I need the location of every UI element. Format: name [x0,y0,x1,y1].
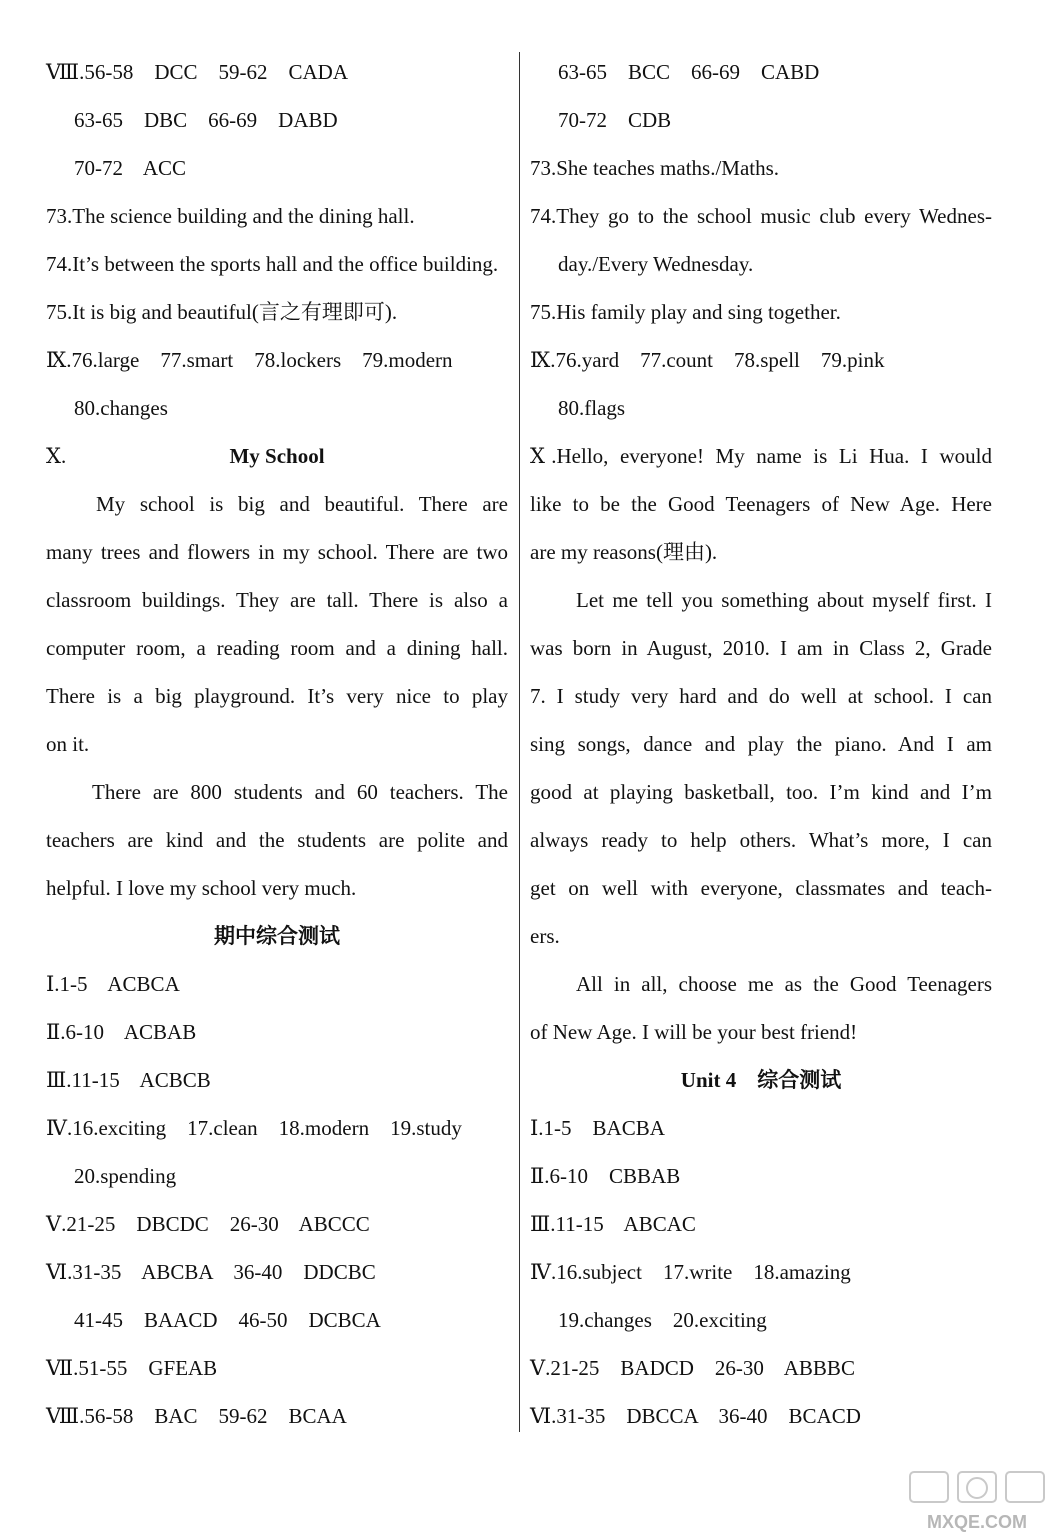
answer-line: Ⅲ.11-15 ABCAC [530,1212,696,1236]
section-heading: 期中综合测试 [214,924,340,948]
essay-line: teachers are kind and the students are polite and [46,828,508,852]
answer-line: 73.The science building and the dining hall. [46,204,415,228]
answer-line: 63-65 DBC 66-69 DABD [74,108,338,132]
answer-line: day./Every Wednesday. [558,252,754,276]
answer-line: Ⅳ.16.exciting 17.clean 18.modern 19.study [46,1116,462,1140]
essay-line: good at playing basketball, too. I’m kind and I’m [530,780,992,804]
answer-line: Ⅴ.21-25 DBCDC 26-30 ABCCC [46,1212,370,1236]
essay-line: helpful. I love my school very much. [46,876,357,900]
answer-line: Ⅲ.11-15 ACBCB [46,1068,211,1092]
essay-line: classroom buildings. They are tall. There is also a [46,588,508,612]
section-heading: Unit 4 综合测试 [680,1068,842,1092]
answer-line: Ⅱ.6-10 ACBAB [46,1020,197,1044]
answer-line: 70-72 ACC [74,156,187,180]
essay-line: My school is big and beautiful. There are [96,492,508,516]
answer-line: Ⅳ.16.subject 17.write 18.amazing [530,1260,851,1284]
essay-line: Let me tell you something about myself first. I [576,588,992,612]
answer-line: 20.spending [74,1164,177,1188]
watermark-logo [902,1466,1052,1536]
answer-line: Ⅴ.21-25 BADCD 26-30 ABBBC [530,1356,855,1380]
essay-line: Ⅹ.Hello, everyone! My name is Li Hua. I would [530,444,992,468]
essay-line: There are 800 students and 60 teachers. The [92,780,508,804]
answer-line: 80.changes [74,396,168,420]
answer-line: Ⅷ.56-58 DCC 59-62 CADA [46,60,348,84]
answer-line: 75.His family play and sing together. [530,300,841,324]
column-divider [519,52,520,1432]
answer-line: Ⅱ.6-10 CBBAB [530,1164,681,1188]
answer-line: 70-72 CDB [558,108,672,132]
essay-line: computer room, a reading room and a dining hall. [46,636,508,660]
answer-line: Ⅶ.51-55 GFEAB [46,1356,218,1380]
section-label: Ⅹ. [46,444,67,468]
answer-line: Ⅰ.1-5 BACBA [530,1116,665,1140]
essay-line: ers. [530,924,560,948]
answer-line: 41-45 BAACD 46-50 DCBCA [74,1308,381,1332]
essay-line: 7. I study very hard and do well at school. I can [530,684,992,708]
answer-line: 74.They go to the school music club every Wednes- [530,204,992,228]
answer-line: Ⅸ.76.yard 77.count 78.spell 79.pink [530,348,885,372]
answer-line: 74.It’s between the sports hall and the office building. [46,252,499,276]
essay-line: was born in August, 2010. I am in Class 2, Grade [530,636,992,660]
answer-line: Ⅰ.1-5 ACBCA [46,972,180,996]
answer-line: 80.flags [558,396,626,420]
answer-line: Ⅵ.31-35 ABCBA 36-40 DDCBC [46,1260,376,1284]
answer-line: 19.changes 20.exciting [558,1308,767,1332]
watermark-text: MXQE.COM [926,1512,1028,1532]
essay-line: like to be the Good Teenagers of New Age. Here [530,492,992,516]
essay-line: of New Age. I will be your best friend! [530,1020,858,1044]
answer-line: Ⅸ.76.large 77.smart 78.lockers 79.modern [46,348,453,372]
essay-line: sing songs, dance and play the piano. And I am [530,732,992,756]
answer-line: Ⅵ.31-35 DBCCA 36-40 BCACD [530,1404,861,1428]
answer-line: Ⅷ.56-58 BAC 59-62 BCAA [46,1404,347,1428]
answer-line: 63-65 BCC 66-69 CABD [558,60,820,84]
essay-line: All in all, choose me as the Good Teenagers [576,972,992,996]
answer-line: 75.It is big and beautiful(言之有理即可). [46,300,398,324]
essay-title: My School [229,444,325,468]
essay-line: many trees and flowers in my school. There are two [46,540,508,564]
essay-line: on it. [46,732,90,756]
essay-line: get on well with everyone, classmates and teach- [530,876,992,900]
essay-line: are my reasons(理由). [530,540,718,564]
essay-line: always ready to help others. What’s more, I can [530,828,992,852]
essay-line: There is a big playground. It’s very nice to play [46,684,508,708]
answer-line: 73.She teaches maths./Maths. [530,156,780,180]
